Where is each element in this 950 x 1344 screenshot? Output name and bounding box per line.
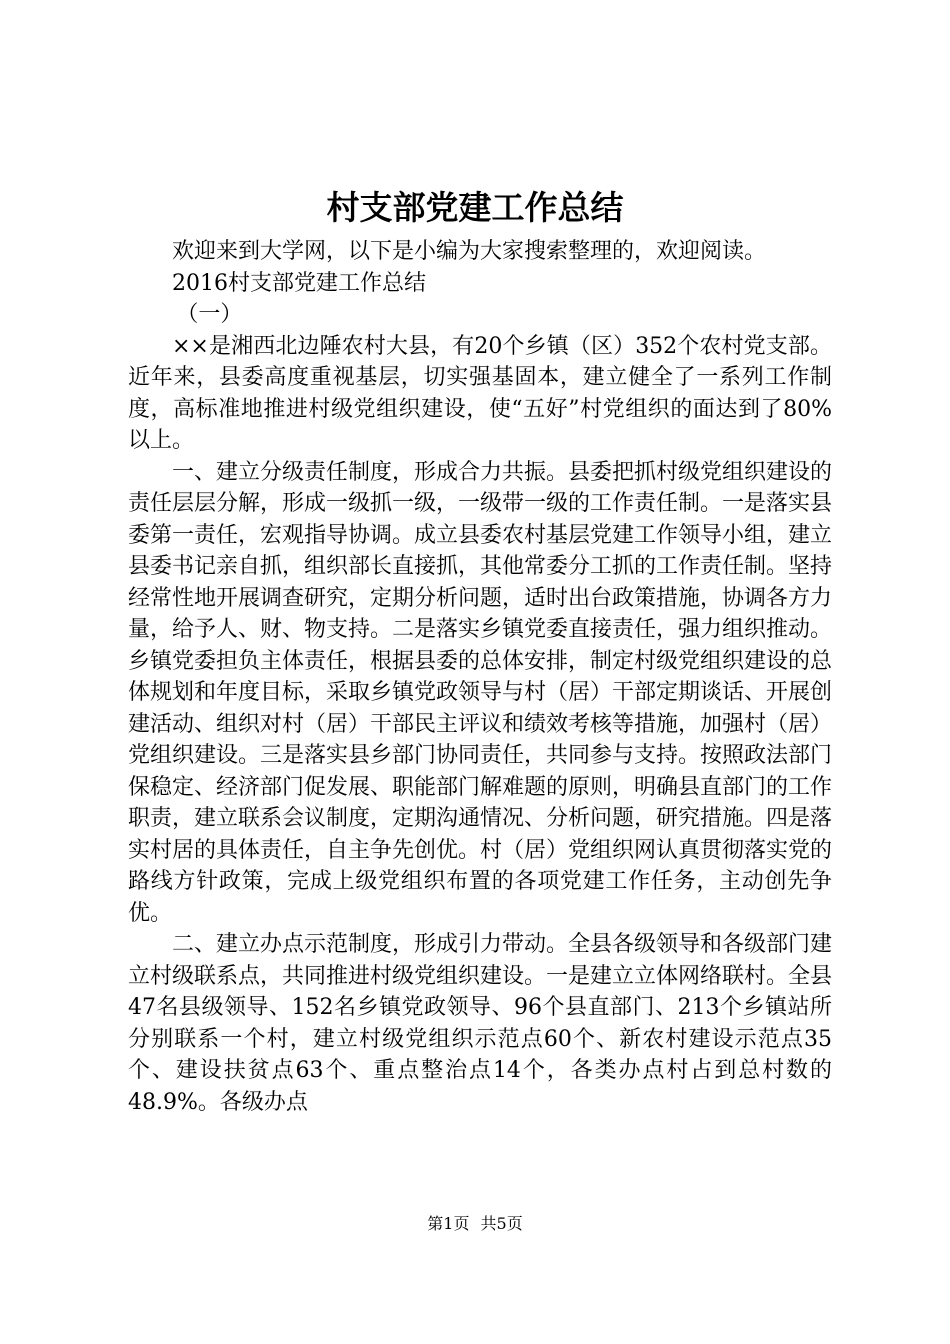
document-title: 村支部党建工作总结 [326,188,624,227]
document-body [128,236,832,1118]
page-total: 共5页 [480,1214,523,1233]
page-number: 第1页 [427,1214,470,1233]
paragraph-intro: 欢迎来到大学网，以下是小编为大家搜索整理的，欢迎阅读。 [172,239,767,264]
paragraph-section-marker: （一） [176,302,243,327]
page-footer [0,1212,950,1236]
paragraph-point-two: 二、建立办点示范制度，形成引力带动。全县各级领导和各级部门建立村级联系点，共同推进村级党组织建设。一是建立立体网络联村。全县47名县级领导、152名乡镇党政领导、96个县直部门、213个乡镇站所分别联系一个村，建立村级党组织示范点60个、新农村建设示范点35个、建设扶贫点63个、重点整治点14个，各类办点村占到总村数的48.9%。各级办点 [128,932,833,1115]
paragraph-overview: ××是湘西北边陲农村大县，有20个乡镇（区）352个农村党支部。近年来，县委高度重视基层，切实强基固本，建立健全了一系列工作制度，高标准地推进村级党组织建设，使“五好”村党组织的面达到了80%以上。 [128,333,832,453]
paragraph-subtitle: 2016村支部党建工作总结 [172,270,426,296]
paragraph-point-one: 一、建立分级责任制度，形成合力共振。县委把抓村级党组织建设的责任层层分解，形成一级抓一级，一级带一级的工作责任制。一是落实县委第一责任，宏观指导协调。成立县委农村基层党建工作领导小组，建立县委书记亲自抓，组织部长直接抓，其他常委分工抓的工作责任制。坚持经常性地开展调查研究，定期分析问题，适时出台政策措施，协调各方力量，给予人、财、物支持。二是落实乡镇党委直接责任，强力组织推动。乡镇党委担负主体责任，根据县委的总体安排，制定村级党组织建设的总体规划和年度目标，采取乡镇党政领导与村（居）干部定期谈话、开展创建活动、组织对村（居）干部民主评议和绩效考核等措施，加强村（居）党组织建设。三是落实县乡部门协同责任，共同参与支持。按照政法部门保稳定、经济部门促发展、职能部门解难题的原则，明确县直部门的工作职责，建立联系会议制度，定期沟通情况、分析问题，研究措施。四是落实村居的具体责任，自主争先创优。村（居）党组织网认真贯彻落实党的路线方针政策，完成上级党组织布置的各项党建工作任务，主动创先争优。 [128,459,833,926]
